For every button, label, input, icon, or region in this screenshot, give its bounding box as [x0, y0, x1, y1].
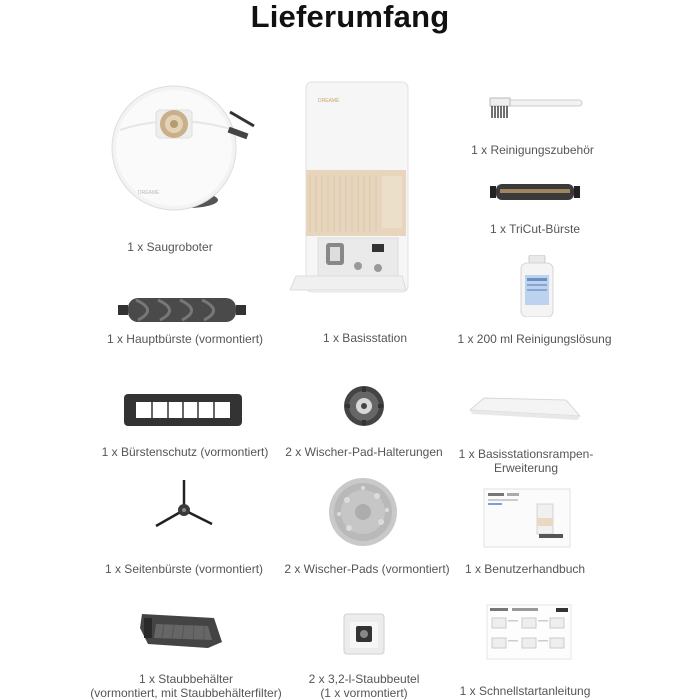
item-label-staubbehaelter-line2: (vormontiert, mit Staubbehälterfilter)	[90, 686, 282, 700]
item-label-reinigungsloesung: 1 x 200 ml Reinigungslösung	[457, 332, 612, 346]
item-label-pad-halterungen: 2 x Wischer-Pad-Halterungen	[285, 445, 443, 459]
dust-bin-image	[138, 610, 226, 652]
robot-vacuum-image	[108, 82, 258, 222]
page-title: Lieferumfang	[250, 0, 450, 34]
dust-bag-image	[342, 612, 386, 656]
item-label-buerstenschutz: 1 x Bürstenschutz (vormontiert)	[101, 445, 269, 459]
item-label-rampe-line1: 1 x Basisstationsrampen-	[458, 447, 594, 461]
mop-pad-holder-image	[343, 385, 385, 427]
item-label-schnellstart: 1 x Schnellstartanleitung	[459, 684, 591, 698]
item-label-wischer-pads: 2 x Wischer-Pads (vormontiert)	[284, 562, 450, 576]
svg-text:DREAME: DREAME	[138, 190, 160, 196]
svg-text:DREAME: DREAME	[318, 98, 340, 104]
item-label-staubbeutel-line2: (1 x vormontiert)	[320, 686, 408, 700]
brush-guard-image	[122, 390, 244, 430]
item-label-rampe-line2: Erweiterung	[493, 461, 559, 475]
item-label-hauptbuerste: 1 x Hauptbürste (vormontiert)	[106, 332, 264, 346]
tricut-brush-image	[490, 180, 580, 204]
cleaning-tool-image	[486, 96, 584, 120]
item-label-handbuch: 1 x Benutzerhandbuch	[464, 562, 586, 576]
item-label-reinigungszubehoer: 1 x Reinigungszubehör	[471, 143, 594, 157]
item-label-staubbehaelter-line1: 1 x Staubbehälter	[138, 672, 234, 686]
cleaning-solution-image	[517, 255, 557, 317]
main-brush-image	[118, 292, 246, 328]
quick-start-guide-image	[486, 604, 572, 660]
mop-pads-image	[327, 476, 399, 548]
base-station-image	[286, 80, 410, 300]
side-brush-image	[154, 478, 214, 530]
item-label-basisstation: 1 x Basisstation	[322, 331, 408, 345]
ramp-extension-image	[466, 394, 582, 424]
item-label-staubbeutel-line1: 2 x 3,2-l-Staubbeutel	[308, 672, 420, 686]
item-label-saugroboter: 1 x Saugroboter	[127, 240, 213, 254]
item-label-seitenbuerste: 1 x Seitenbürste (vormontiert)	[104, 562, 264, 576]
item-label-tricut: 1 x TriCut-Bürste	[489, 222, 581, 236]
user-manual-image	[483, 488, 571, 548]
